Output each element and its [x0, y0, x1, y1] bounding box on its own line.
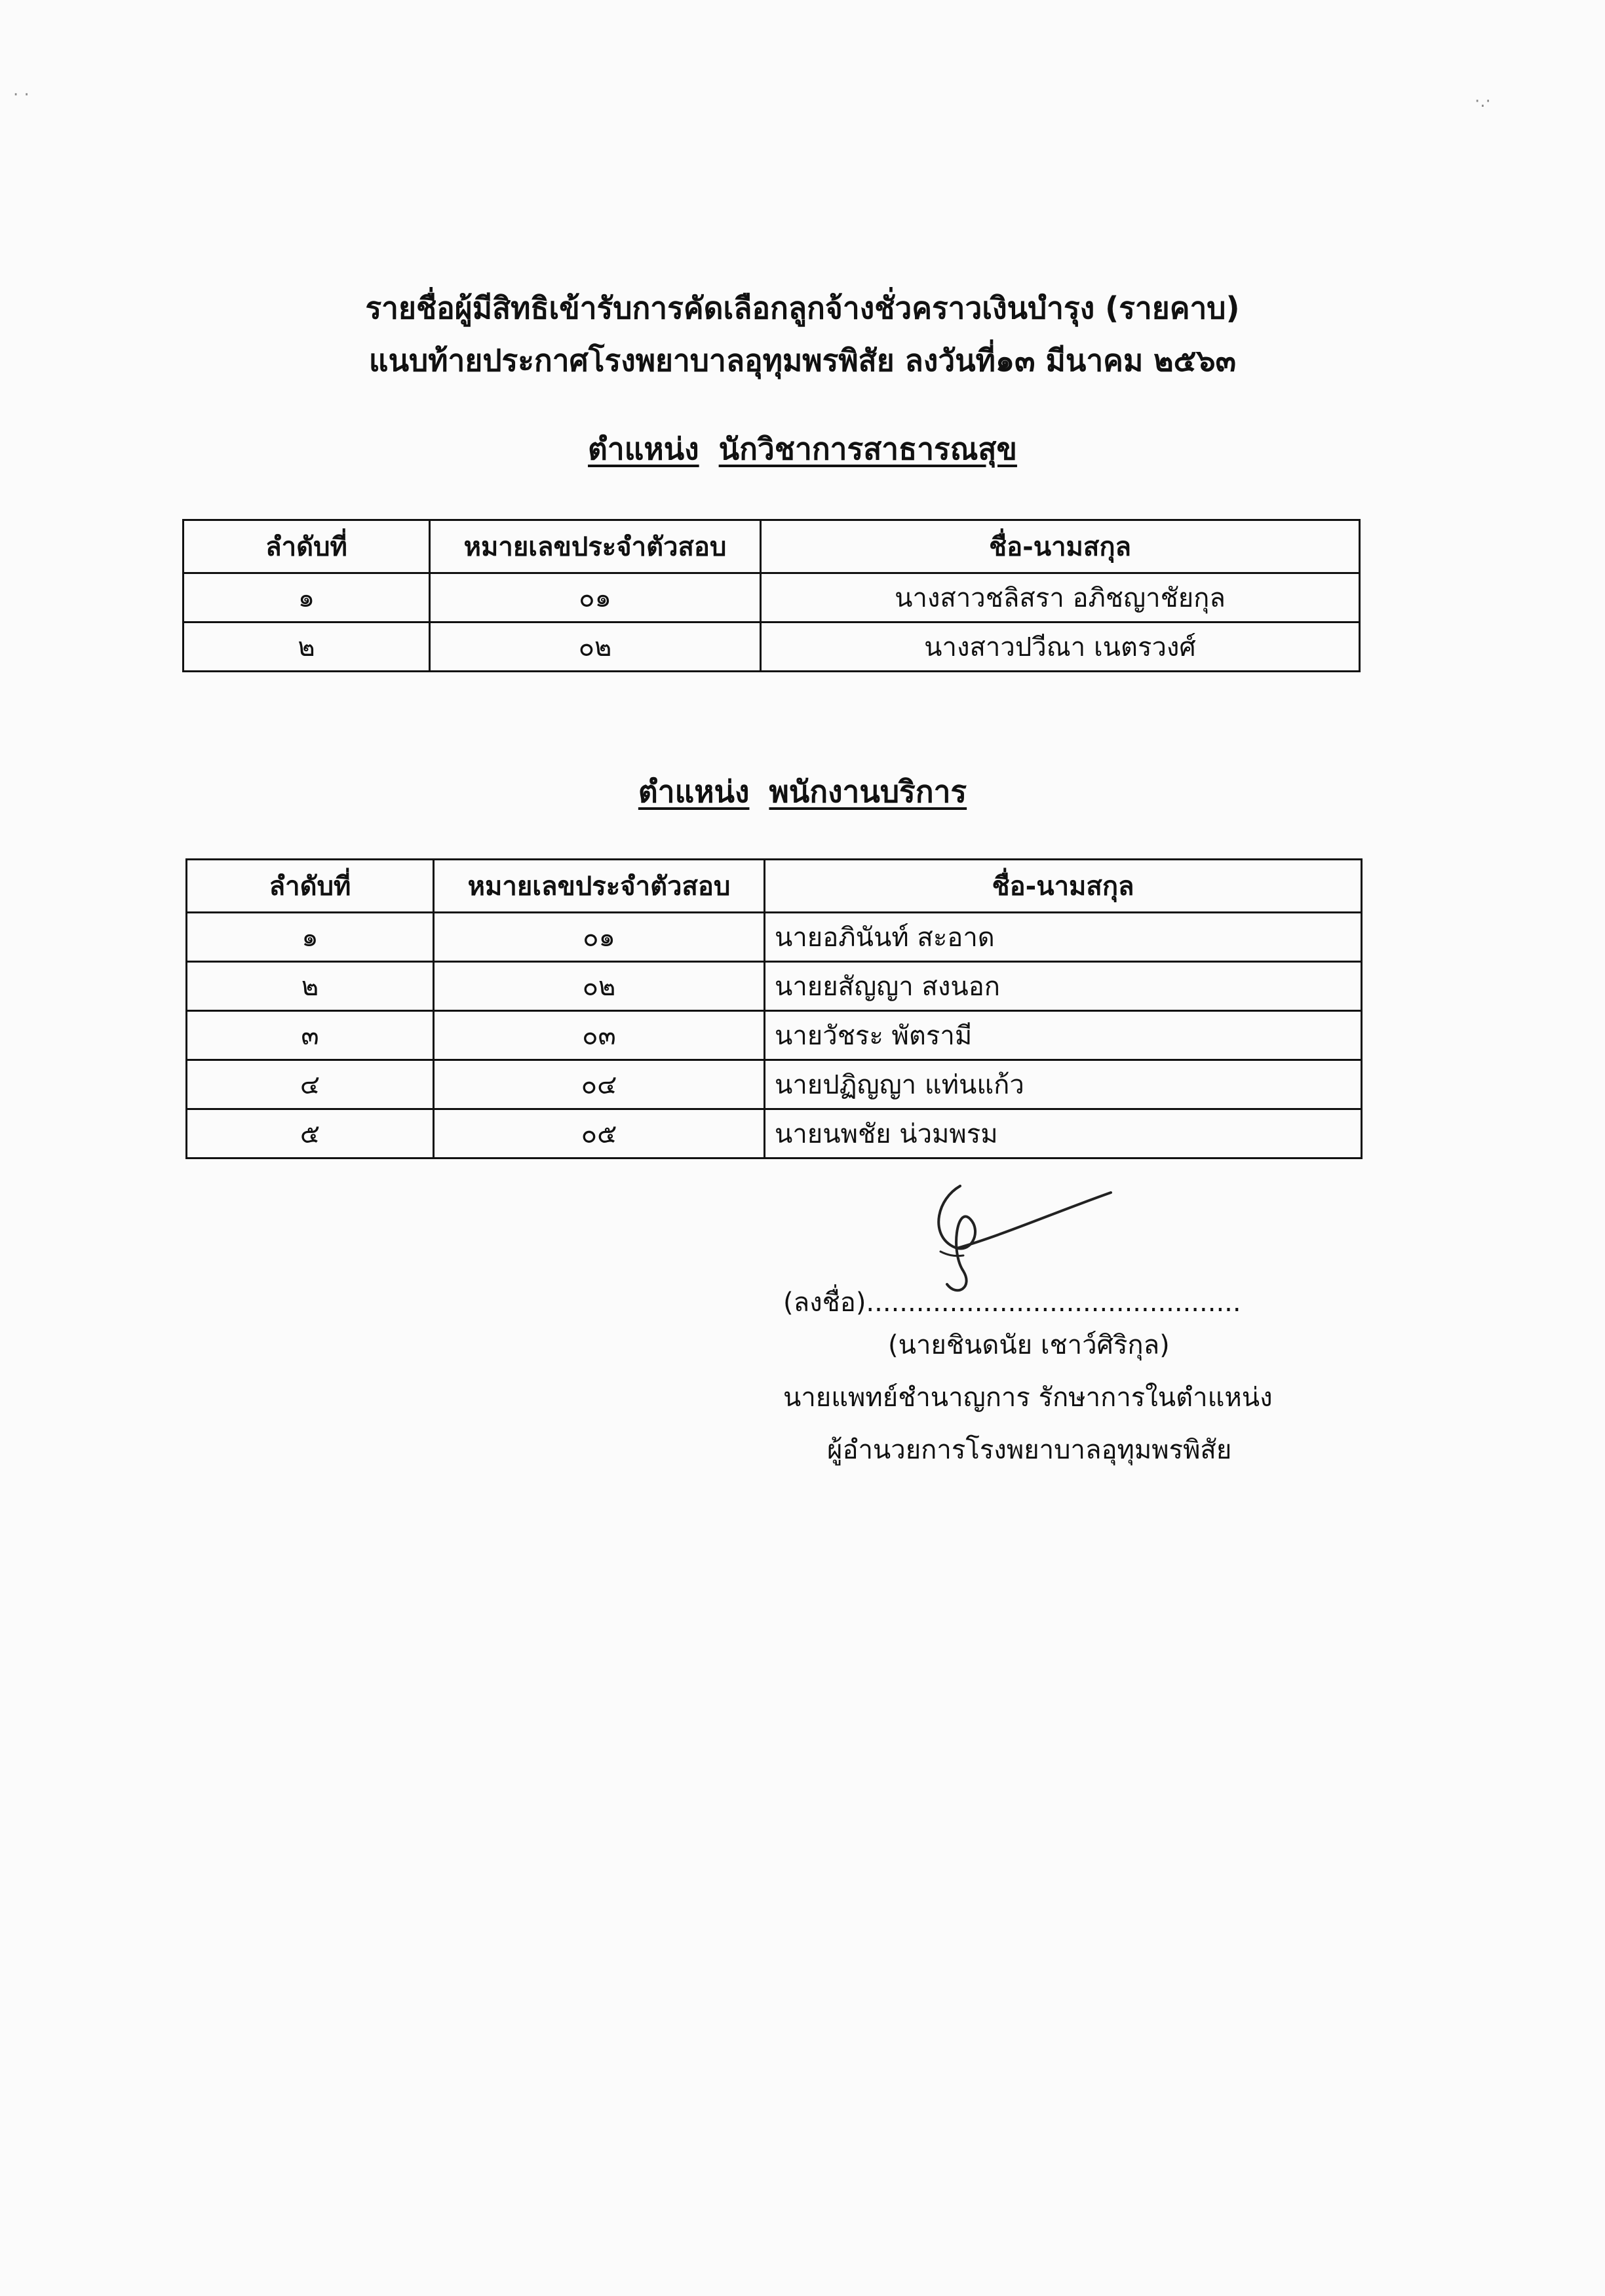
sign-line: (ลงชื่อ)............................................. — [783, 1288, 1241, 1318]
section-1-position: นักวิชาการสาธารณสุข — [718, 431, 1017, 467]
cell-order: ๓ — [187, 1011, 434, 1060]
cell-exam-id: ๐๒ — [434, 962, 765, 1011]
section-2-label: ตำแหน่ง — [638, 774, 750, 809]
header-full-name: ชื่อ-นามสกุล — [765, 860, 1362, 913]
table-row — [184, 622, 1360, 672]
header-order: ลำดับที่ — [187, 860, 434, 913]
section-1-label: ตำแหน่ง — [588, 431, 699, 467]
cell-full-name: นายวัชระ พัตรามี — [765, 1011, 1362, 1060]
scan-speck-mark: · · — [13, 85, 29, 105]
cell-exam-id: ๐๑ — [430, 573, 761, 622]
section-1-table — [182, 519, 1361, 672]
header-exam-id: หมายเลขประจำตัวสอบ — [434, 860, 765, 913]
cell-order: ๔ — [187, 1060, 434, 1109]
cell-exam-id: ๐๔ — [434, 1060, 765, 1109]
cell-full-name: นางสาวปวีณา เนตรวงศ์ — [761, 622, 1360, 672]
table-row — [184, 573, 1360, 622]
header-order: ลำดับที่ — [184, 520, 430, 573]
cell-order: ๒ — [184, 622, 430, 672]
signer-position-line-2: ผู้อำนวยการโรงพยาบาลอุทุมพรพิสัย — [827, 1435, 1232, 1465]
cell-exam-id: ๐๓ — [434, 1011, 765, 1060]
table-header-row — [184, 520, 1360, 573]
signer-position-block-2 — [827, 1432, 1231, 1468]
section-2-table — [185, 858, 1363, 1159]
section-2-position: พนักงานบริการ — [769, 774, 967, 809]
cell-full-name: นางสาวชลิสรา อภิชญาชัยกุล — [761, 573, 1360, 622]
table-row — [187, 1011, 1362, 1060]
table-row — [187, 1060, 1362, 1109]
cell-order: ๑ — [187, 913, 434, 962]
signer-position-line-1: นายแพทย์ชำนาญการ รักษาการในตำแหน่ง — [783, 1383, 1273, 1413]
cell-exam-id: ๐๒ — [430, 622, 761, 672]
table-row — [187, 1109, 1362, 1158]
signer-name: (นายชินดนัย เชาว์ศิริกุล) — [888, 1330, 1170, 1360]
table-row — [187, 913, 1362, 962]
table-row — [187, 962, 1362, 1011]
document-title-line-2: แนบท้ายประกาศโรงพยาบาลอุทุมพรพิสัย ลงวันที่๑๓ มีนาคม ๒๕๖๓ — [368, 343, 1237, 378]
cell-exam-id: ๐๕ — [434, 1109, 765, 1158]
cell-full-name: นายอภินันท์ สะอาด — [765, 913, 1362, 962]
cell-exam-id: ๐๑ — [434, 913, 765, 962]
scan-speck-mark: ·.· — [1475, 92, 1491, 111]
cell-order: ๑ — [184, 573, 430, 622]
cell-full-name: นายนพชัย น่วมพรม — [765, 1109, 1362, 1158]
signature-block — [783, 1284, 1241, 1321]
signer-position-block — [783, 1379, 1273, 1416]
section-1-heading — [0, 429, 1605, 469]
cell-order: ๒ — [187, 962, 434, 1011]
header-exam-id: หมายเลขประจำตัวสอบ — [430, 520, 761, 573]
document-title-line-1: รายชื่อผู้มีสิทธิเข้ารับการคัดเลือกลูกจ้างชั่วคราวเงินบำรุง (รายคาบ) — [365, 290, 1240, 326]
section-2-heading — [0, 772, 1605, 811]
cell-full-name: นายยสัญญา สงนอก — [765, 962, 1362, 1011]
cell-order: ๕ — [187, 1109, 434, 1158]
signer-name-block — [888, 1327, 1170, 1364]
table-header-row — [187, 860, 1362, 913]
cell-full-name: นายปฏิญญา แท่นแก้ว — [765, 1060, 1362, 1109]
header-full-name: ชื่อ-นามสกุล — [761, 520, 1360, 573]
